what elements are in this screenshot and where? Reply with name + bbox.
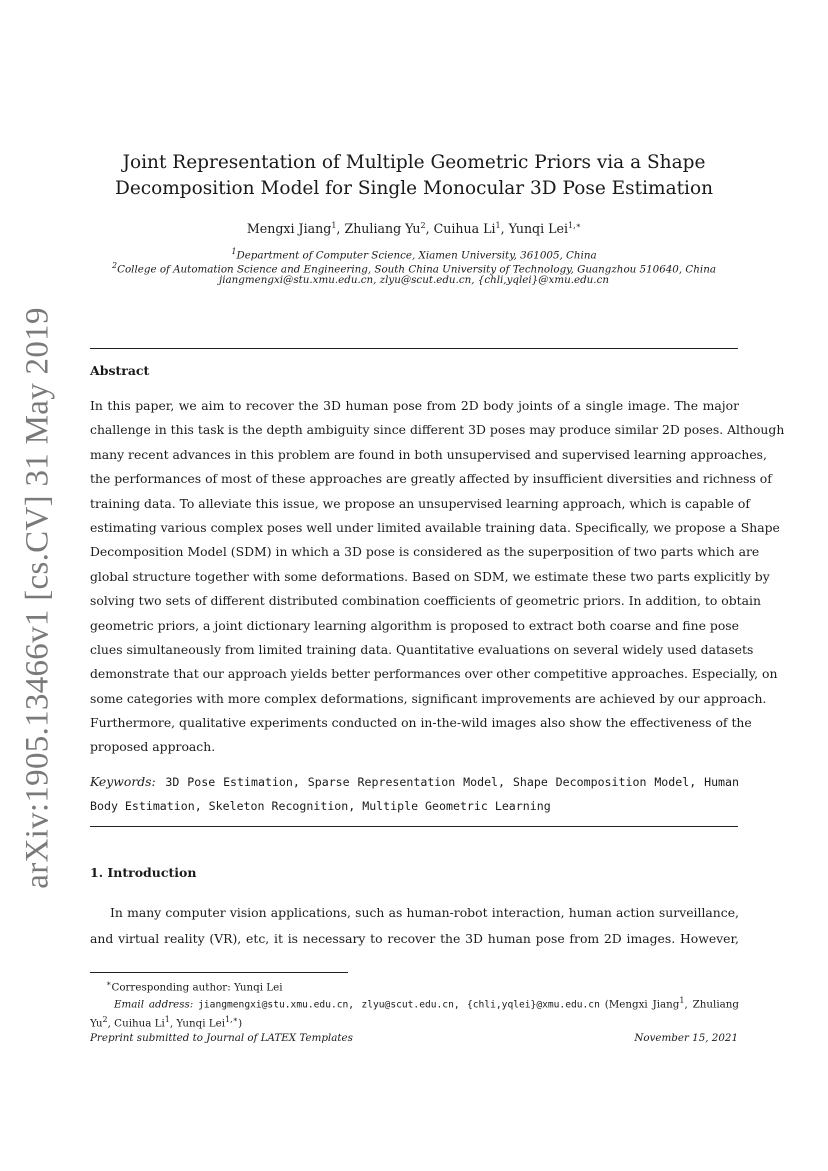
affiliation-text: College of Automation Science and Engineering, South China University of Technology, Guangzhou 510640, China [117,263,716,276]
author-affiliation-mark: 1,∗ [225,1014,239,1024]
abstract-line: proposed approach. [90,739,216,755]
footer-date: November 15, 2021 [634,1032,738,1044]
author-affiliation-mark: 1 [164,1014,170,1024]
abstract-line: Furthermore, qualitative experiments conducted on in-the-wild images also show the effectiveness of the [90,715,752,731]
author-emails: jiangmengxi@stu.xmu.edu.cn, zlyu@scut.edu.cn, {chli,yqlei}@xmu.edu.cn [219,274,609,286]
abstract-line: many recent advances in this problem are found in both unsupervised and supervised learning approaches, [90,446,767,462]
email-names: , Zhuliang [684,998,739,1011]
body-line: In many computer vision applications, such as human-robot interaction, human action surveillance, [110,905,739,920]
title-line-1: Joint Representation of Multiple Geometric Priors via a Shape [122,152,706,173]
footnotes [90,977,739,1030]
abstract-bottom-rule [90,826,738,827]
author-name: Cuihua Li [433,221,496,237]
section-heading-introduction: 1. Introduction [90,865,197,880]
email-names: (Mengxi Jiang [604,998,680,1011]
author-affiliation-mark: 1 [679,996,685,1006]
author-name: Zhuliang Yu [344,221,421,237]
email-names: ) [238,1017,243,1030]
title-line-2: Decomposition Model for Single Monocular 3D Pose Estimation [114,178,714,199]
abstract-line: Decomposition Model (SDM) in which a 3D pose is considered as the superposition of two parts which are [90,544,760,560]
abstract-line: challenge in this task is the depth ambiguity since different 3D poses may produce similar 2D poses. Although [90,422,785,438]
footnote-corresponding-text: Corresponding author: Yunqi Lei [111,981,283,994]
body-line: and virtual reality (VR), etc, it is necessary to recover the 3D human pose from 2D images. However, [90,931,739,946]
introduction-body [90,900,739,952]
author-affiliation-mark: 1,∗ [568,221,582,230]
email-names: , Yunqi Lei [169,1017,225,1030]
abstract-line: estimating various complex poses well under limited available training data. Specifically, we propose a Shape [90,519,780,535]
affiliation-text: Department of Computer Science, Xiamen University, 361005, China [236,249,597,262]
author-name: Yunqi Lei [508,221,568,237]
affiliation-1 [90,247,738,261]
abstract-line: In this paper, we aim to recover the 3D human pose from 2D body joints of a single image. The major [90,398,739,413]
abstract-line: geometric priors, a joint dictionary learning algorithm is proposed to extract both coarse and fine pose [90,617,739,633]
affiliation-mark: 2 [112,261,118,270]
keywords-label: Keywords: [90,774,156,789]
email-names: Yu [90,1017,103,1030]
keywords-line-1 [90,770,739,794]
footnote-email-continued [90,1013,739,1030]
keywords-list: 3D Pose Estimation, Sparse Representation Model, Shape Decomposition Model, Human [165,775,739,789]
footnote-corresponding [90,977,739,994]
keywords [90,770,739,819]
author-affiliation-mark: 1 [495,221,501,230]
abstract-line: clues simultaneously from limited training data. Quantitative evaluations on several widely used datasets [90,641,754,657]
abstract-heading: Abstract [90,363,150,378]
footnote-email [90,994,739,1012]
footnote-rule [90,972,348,973]
footnote-mark: ∗ [106,979,112,988]
author-affiliation-mark: 2 [420,221,426,230]
abstract-line: demonstrate that our approach yields better performances over other competitive approaches. Especially, on [90,666,778,682]
footer-preprint-note: Preprint submitted to Journal of LATEX Templates [90,1032,353,1044]
abstract-line: training data. To alleviate this issue, we propose an unsupervised learning approach, which is capable of [90,495,750,511]
abstract-body [90,394,785,760]
email-names: , Cuihua Li [107,1017,165,1030]
abstract-line: the performances of most of these approaches are greatly affected by insufficient diversities and richness of [90,471,772,487]
arxiv-stamp-text: arXiv:1905.13466v1 [cs.CV] 31 May 2019 [19,307,56,889]
keywords-line-2 [90,794,739,818]
author-list: Mengxi Jiang$^1$, Zhuliang Yu$^2$, Cuihua Li$^1$, Yunqi Lei$^{1,∗}$ [246,221,582,237]
email-label: Email address: [114,998,194,1011]
abstract-line: solving two sets of different distributed combination coefficients of geometric priors. In addition, to obtain [90,593,761,609]
affiliation-mark: 1 [231,247,237,256]
abstract-line: global structure together with some deformations. Based on SDM, we estimate these two parts explicitly by [90,568,770,584]
abstract-top-rule [90,348,738,349]
author-affiliation-mark: 1 [331,221,337,230]
author-affiliation-mark: 2 [102,1014,108,1024]
email-addresses: jiangmengxi@stu.xmu.edu.cn, zlyu@scut.edu.cn, {chli,yqlei}@xmu.edu.cn [198,999,600,1011]
paper-title [90,150,738,202]
abstract-line: some categories with more complex deformations, significant improvements are achieved by our approach. [90,690,767,706]
author-name: Mengxi Jiang [246,221,332,237]
keywords-list: Body Estimation, Skeleton Recognition, Multiple Geometric Learning [90,799,551,814]
